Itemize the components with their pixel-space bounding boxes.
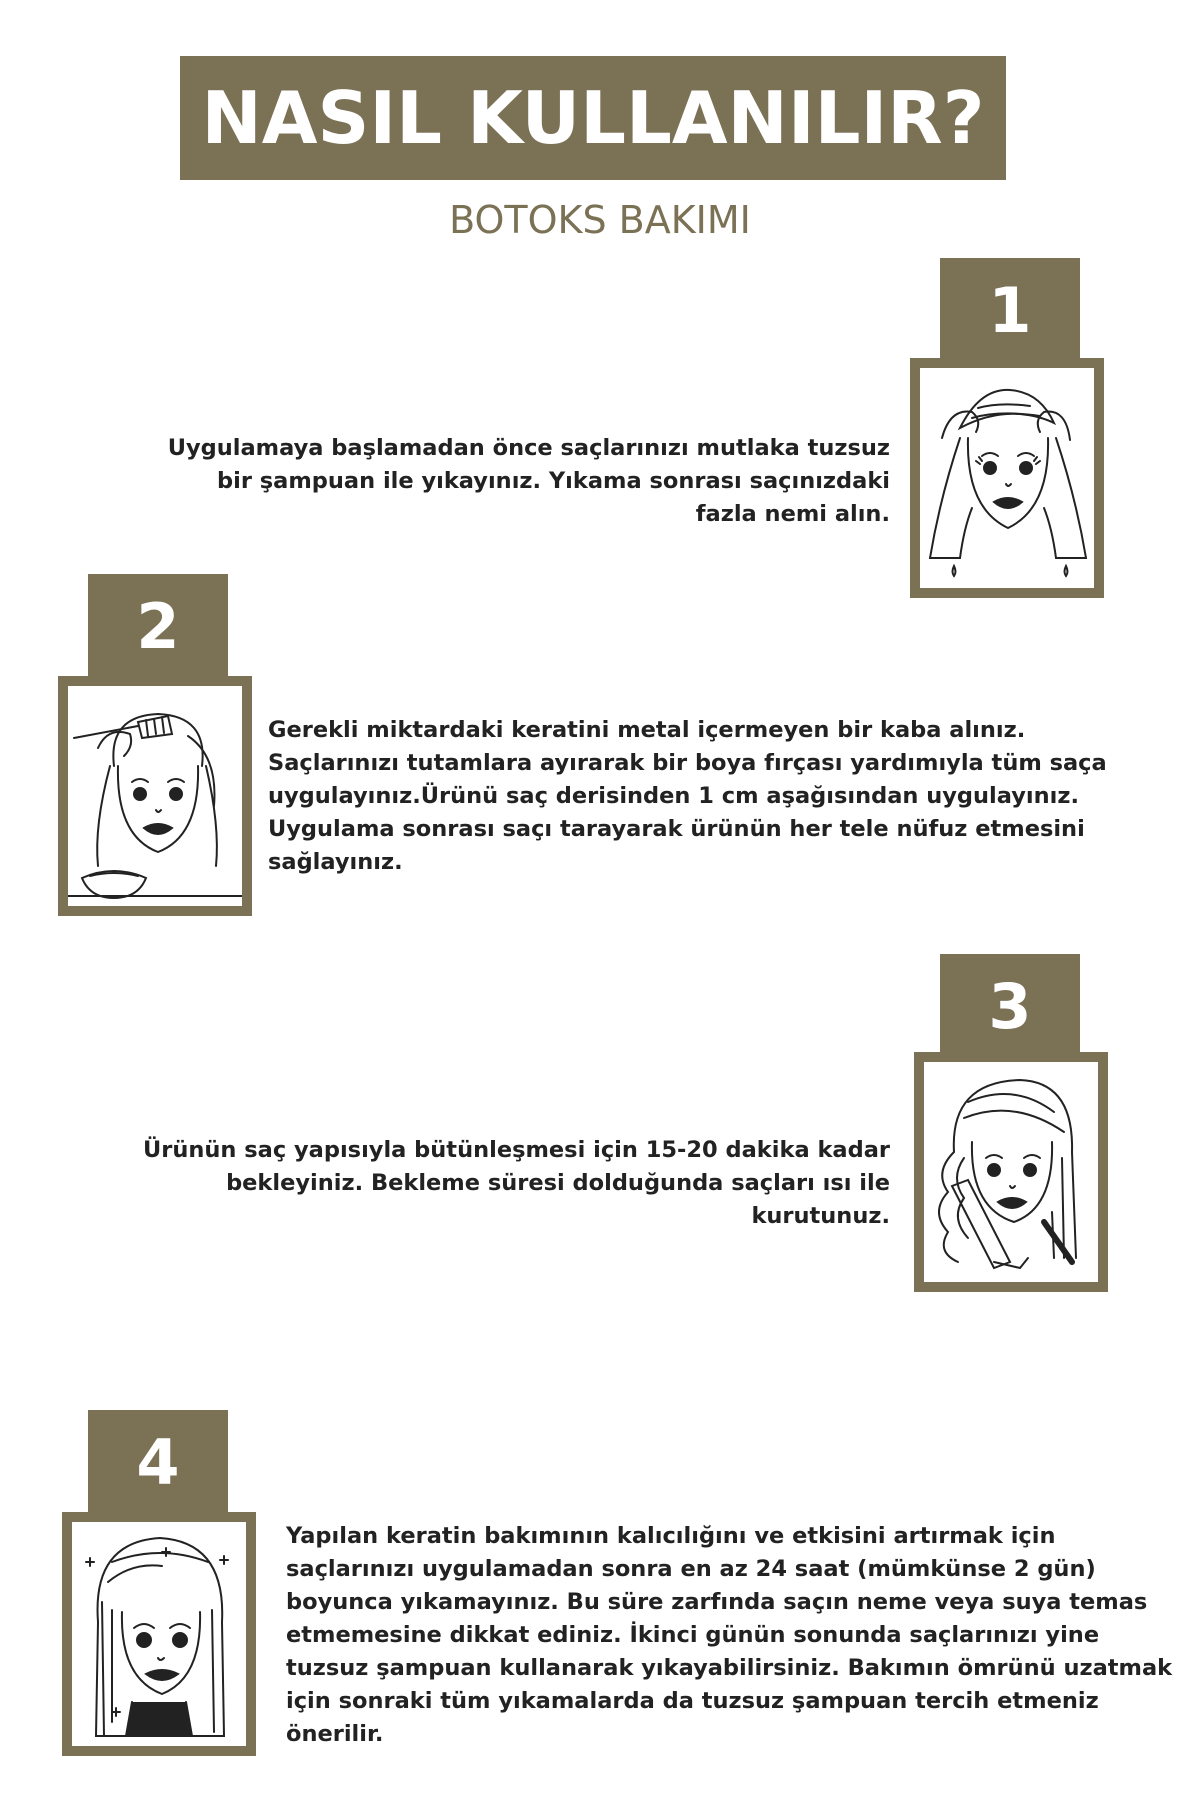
step-1-number: 1 <box>940 258 1080 362</box>
step-1-text: Uygulamaya başlamadan önce saçlarınızı mutlaka tuzsuz bir şampuan ile yıkayınız. Yıkama sonrası saçınızdaki fazla nemi alın. <box>167 435 890 527</box>
hair-straightener-icon <box>914 1052 1108 1292</box>
step-4-text: Yapılan keratin bakımının kalıcılığını ve etkisini artırmak için saçlarınızı uygulamadan sonra en az 24 saat (mümkünse 2 gün) boyunca yıkamayınız. Bu süre zarfında saçın neme veya suya temas etmemesine dikkat ediniz. İkinci günün sonunda saçlarınızı yine tuzsuz şampuan kullanarak yıkayabilirsiniz. Bakımın ömrünü uzatmak için sonraki tüm yıkamalarda da tuzsuz şampuan tercih etmeniz önerilir. <box>286 1523 1173 1747</box>
step-3-number: 3 <box>940 954 1080 1058</box>
page-title: NASIL KULLANILIR? <box>201 76 985 160</box>
step-2-text: Gerekli miktardaki keratini metal içermeyen bir kaba alınız. Saçlarınızı tutamlara ayırarak bir boya fırçası yardımıyla tüm saça uygulayınız.Ürünü saç derisinden 1 cm aşağısından uygulayınız. Uygulama sonrası saçı tarayarak ürünün her tele nüfuz etmesini sağlayınız. <box>268 717 1107 875</box>
step-2-number: 2 <box>88 574 228 678</box>
shiny-hair-icon <box>62 1512 256 1756</box>
towel-drying-hair-icon <box>910 358 1104 598</box>
step-4-number: 4 <box>88 1410 228 1514</box>
step-3-text: Ürünün saç yapısıyla bütünleşmesi için 15-20 dakika kadar bekleyiniz. Bekleme süresi dolduğunda saçları ısı ile kurutunuz. <box>143 1137 890 1229</box>
title-banner <box>180 56 1006 180</box>
page-subtitle: BOTOKS BAKIMI <box>449 198 751 242</box>
brush-applying-keratin-icon <box>58 676 252 916</box>
